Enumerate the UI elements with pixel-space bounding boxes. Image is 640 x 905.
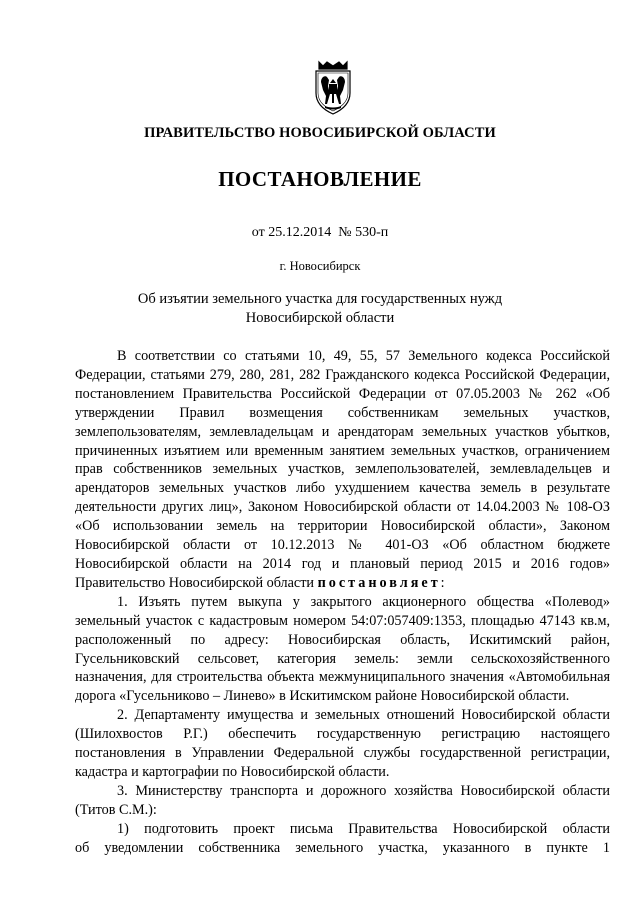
organization-name: ПРАВИТЕЛЬСТВО НОВОСИБИРСКОЙ ОБЛАСТИ	[144, 125, 496, 141]
date-number-line	[0, 225, 640, 241]
title-line: Об изъятии земельного участка для государственных нужд	[137, 291, 503, 307]
document-body	[75, 347, 610, 857]
date-prefix: от	[251, 225, 265, 240]
document-title	[0, 290, 640, 328]
preamble-paragraph	[75, 347, 610, 593]
document-number: 530-п	[355, 225, 389, 240]
subitem-line: об уведомлении собственника земельного участка, указанного в пункте 1	[75, 839, 610, 856]
coat-of-arms-icon	[311, 60, 355, 116]
item-paragraph: 2. Департаменту имущества и земельных отношений Новосибирской области (Шилохвостов Р.Г.) обеспечить государственную регистрацию настоящего постановления в Управлении Федеральной службы государственной регистрации, кадастра и картографии по Новосибирской области.	[75, 707, 610, 780]
preamble-text: В соответствии со статьями 10, 49, 55, 57 Земельного кодекса Российской Федерации, статьями 279, 280, 281, 282 Гражданского кодекса Российской Федерации, постановлением Правительства Российской Федерации от 07.05.2003 № 262 «Об утверждении Правил возмещения собственникам земельных участков, землепользователям, землевладельцам и арендаторам земельных участков убытков, причиненных изъятием или временным занятием земельных участков, ограничением прав собственников земельных участков, землепользователей, землевладельцев и арендаторов земельных участков либо ухудшением качества земель в результате деятельности других лиц», Законом Новосибирской области от 14.04.2003 № 108-ОЗ «Об использовании земель на территории Новосибирской области», Законом Новосибирской области от 10.12.2013 № 401-ОЗ «Об областном бюджете Новосибирской области на 2014 год и плановый период 2015 и 2016 годов» Правительство Новосибирской области	[75, 348, 610, 591]
title-line: Новосибирской области	[245, 310, 395, 326]
document-type: ПОСТАНОВЛЕНИЕ	[218, 167, 422, 191]
city: г. Новосибирск	[279, 259, 361, 273]
subitem-line: 1) подготовить проект письма Правительства Новосибирской области	[117, 820, 610, 837]
resolves-word: постановляет	[317, 574, 441, 591]
item-paragraph: 1. Изъять путем выкупа у закрытого акционерного общества «Полевод» земельный участок с кадастровым номером 54:07:057409:1353, площадью 47143 кв.м, расположенный по адресу: Новосибирская область, Искитимский район, Гусельниковский сельсовет, категория земель: земли сельскохозяйственного назначения, для строительства объекта межмуниципального значения «Автомобильная дорога «Гусельниково – Линево» в Искитимском районе Новосибирской области.	[75, 593, 610, 705]
document-date: 25.12.2014	[268, 225, 332, 240]
preamble-colon: :	[440, 574, 445, 591]
subitem-paragraph	[75, 820, 610, 858]
number-prefix: №	[338, 225, 352, 240]
item-paragraph: 3. Министерству транспорта и дорожного хозяйства Новосибирской области (Титов С.М.):	[75, 782, 610, 818]
